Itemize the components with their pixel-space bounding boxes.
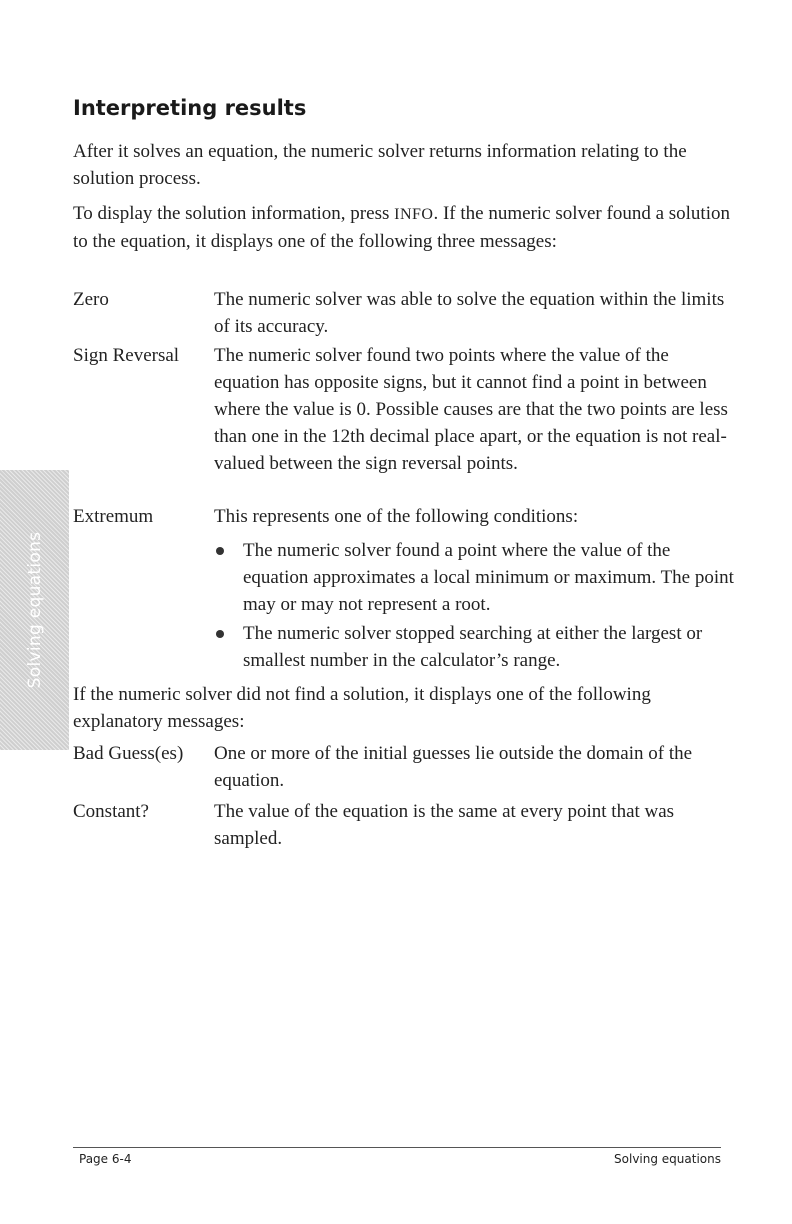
bullet-dot-icon <box>216 547 224 555</box>
info-key: INFO <box>394 206 434 223</box>
info-text-start: To display the solution information, press <box>73 203 395 224</box>
side-tab-label: Solving equations <box>24 531 45 689</box>
term-sign-reversal: Sign Reversal <box>73 345 180 366</box>
term-extremum: Extremum <box>73 506 154 527</box>
desc-sign-reversal: The numeric solver found two points where the value of the equation has opposite signs, but it cannot find a point in between where the value is 0. Possible causes are that the two points are less than one in the 12th decimal place apart, or the equation is not real-valued between the sign reversal points. <box>214 345 728 474</box>
intro-paragraph: After it solves an equation, the numeric solver returns information relating to the solution process. <box>73 141 687 189</box>
footer-chapter-title: Solving equations <box>614 1152 721 1166</box>
section-heading: Interpreting results <box>73 96 307 120</box>
extremum-bullet-1 <box>214 537 734 618</box>
bullet-text: The numeric solver stopped searching at either the largest or smallest number in the calculator’s range. <box>243 623 703 671</box>
desc-extremum: This represents one of the following conditions: <box>214 506 579 527</box>
info-text-end: . If the numeric solver found a solution to the equation, it displays one of the following three messages: <box>73 203 730 252</box>
term-constant: Constant? <box>73 801 149 822</box>
desc-zero: The numeric solver was able to solve the equation within the limits of its accuracy. <box>214 289 725 337</box>
term-zero: Zero <box>73 289 109 310</box>
desc-constant: The value of the equation is the same at every point that was sampled. <box>214 801 675 849</box>
bullet-text: The numeric solver found a point where the value of the equation approximates a local minimum or maximum. The point may or may not represent a root. <box>243 540 734 615</box>
footer-page-number: Page 6-4 <box>79 1152 132 1166</box>
not-found-paragraph: If the numeric solver did not find a solution, it displays one of the following explanatory messages: <box>73 684 651 732</box>
chapter-side-tab <box>0 470 69 750</box>
desc-bad-guesses: One or more of the initial guesses lie outside the domain of the equation. <box>214 743 693 791</box>
footer-divider <box>73 1147 721 1148</box>
info-paragraph <box>73 200 733 255</box>
extremum-bullet-2 <box>214 620 734 674</box>
term-bad-guesses: Bad Guess(es) <box>73 743 184 764</box>
bullet-dot-icon <box>216 630 224 638</box>
